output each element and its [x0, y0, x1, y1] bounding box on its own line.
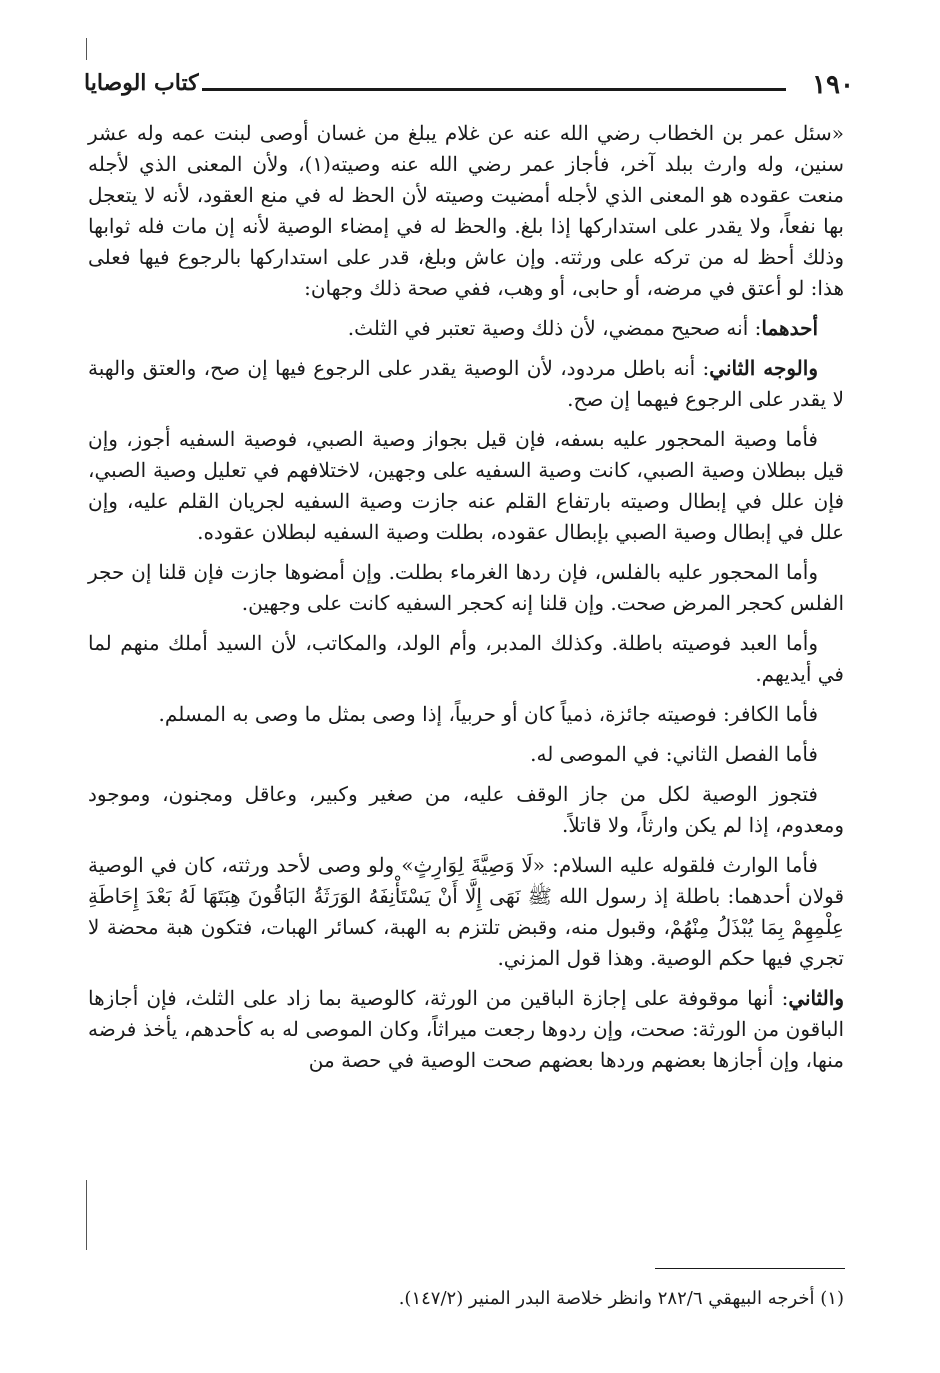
footnote-rule [655, 1268, 845, 1269]
paragraph-7: فأما الكافر: فوصيته جائزة، ذمياً كان أو حربياً، إذا وصى بمثل ما وصى به المسلم. [158, 702, 818, 726]
paragraph-5: وأما المحجور عليه بالفلس، فإن ردها الغرماء بطلت. وإن أمضوها جازت فإن قلنا إن حجر الفلس كحجر المرض صحت. وإن قلنا إنه كحجر السفيه كانت على وجهين. [88, 560, 844, 615]
paragraph-3: والوجه الثاني: أنه باطل مردود، لأن الوصية يقدر على الرجوع فيها إن صح، والعتق والهبة لا يقدر على الرجوع فيهما إن صح. [88, 356, 844, 411]
paragraph-1: «سئل عمر بن الخطاب رضي الله عنه عن غلام يبلغ من غسان أوصى لبنت عمه وله عشر سنين، وله وارث ببلد آخر، فأجاز عمر رضي الله عنه وصيته(١)، ولأن المعنى الذي لأجله منعت عقوده هو المعنى الذي لأجله أمضيت وصيته لأن الحظ له في منع العقود، لأنه لا يتعجل بها نفعاً، ولا يقدر على استداركها إذا بلغ. والحظ له في إمضاء الوصية لأنه إن مات فله ثوابها وذلك أحظ له من تركه على ورثته. وإن عاش وبلغ، قدر على استداركها بالرجوع فيها فعلى هذا: لو أعتق في مرضه، أو حابى، أو وهب، ففي صحة ذلك وجهان: [88, 121, 845, 300]
paragraph-lead: أحدهما [761, 316, 818, 340]
paragraph-lead: والثاني [788, 986, 844, 1010]
scan-margin-mark-top [86, 38, 87, 60]
header-rule [202, 88, 786, 91]
paragraph-11: والثاني: أنها موقوفة على إجازة الباقين من الورثة، كالوصية بما زاد على الثلث، فإن أجازها الباقون من الورثة: صحت، وإن ردوها رجعت ميراثاً، وكان الموصى له به كأحدهم، يأخذ فرضه منها، وإن أجازها بعضهم وردها بعضهم صحت الوصية في حصة من [88, 986, 844, 1072]
scan-margin-mark-bottom [86, 1180, 87, 1250]
paragraph-10: فأما الوارث فلقوله عليه السلام: «لَا وَصِيَّةَ لِوَارِثٍ» ولو وصى لأحد ورثته، كان في الوصية قولان أحدهما: باطلة إذ رسول الله ﷺ نَهَى إِلَّا أَنْ يَسْتَأْنِفَهُ الوَرَثَةُ البَاقُونَ هِبَتَهَا لَهُ بَعْدَ إِحَاطَةِ عِلْمِهِمْ بِمَا يُبْذَلُ مِنْهُمْ، وقبول منه، وقبض تلتزم به الهبة، كسائر الهبات، فتكون هبة محضة لا تجري فيها حكم الوصية. وهذا قول المزني. [88, 853, 844, 970]
paragraph-9: فتجوز الوصية لكل من جاز الوقف عليه، من صغير وكبير، وعاقل ومجنون، وموجود ومعدوم، إذا لم يكن وارثاً، ولا قاتلاً. [88, 782, 844, 837]
page-header [84, 66, 854, 110]
page-number: ١٩٠ [812, 70, 854, 100]
footnote: (١) أخرجه البيهقي ٢٨٢/٦ وانظر خلاصة البدر المنير (١٤٧/٢). [398, 1288, 844, 1309]
paragraph-lead: والوجه الثاني [709, 356, 818, 380]
paragraph-6: وأما العبد فوصيته باطلة. وكذلك المدبر، وأم الولد، والمكاتب، لأن السيد أملك منهم لما في أيديهم. [88, 631, 844, 686]
paragraph-8: فأما الفصل الثاني: في الموصى له. [530, 742, 818, 766]
paragraph-2: أحدهما: أنه صحيح ممضي، لأن ذلك وصية تعتبر في الثلث. [347, 316, 818, 340]
paragraph-4: فأما وصية المحجور عليه بسفه، فإن قيل بجواز وصية الصبي، فوصية السفيه أجوز، وإن قيل ببطلان وصية الصبي، كانت وصية السفيه على وجهين، لاختلافهم في تعليل وصية الصبي، فإن علل في إبطال وصيته بارتفاع القلم عنه جازت وصية السفيه لجريان القلم عليه، وإن علل في إبطال وصية الصبي بإبطال عقوده، بطلت وصية السفيه لبطلان عقوده. [88, 427, 844, 544]
book-title: كتاب الوصايا [84, 70, 199, 96]
page-body [88, 118, 844, 1085]
